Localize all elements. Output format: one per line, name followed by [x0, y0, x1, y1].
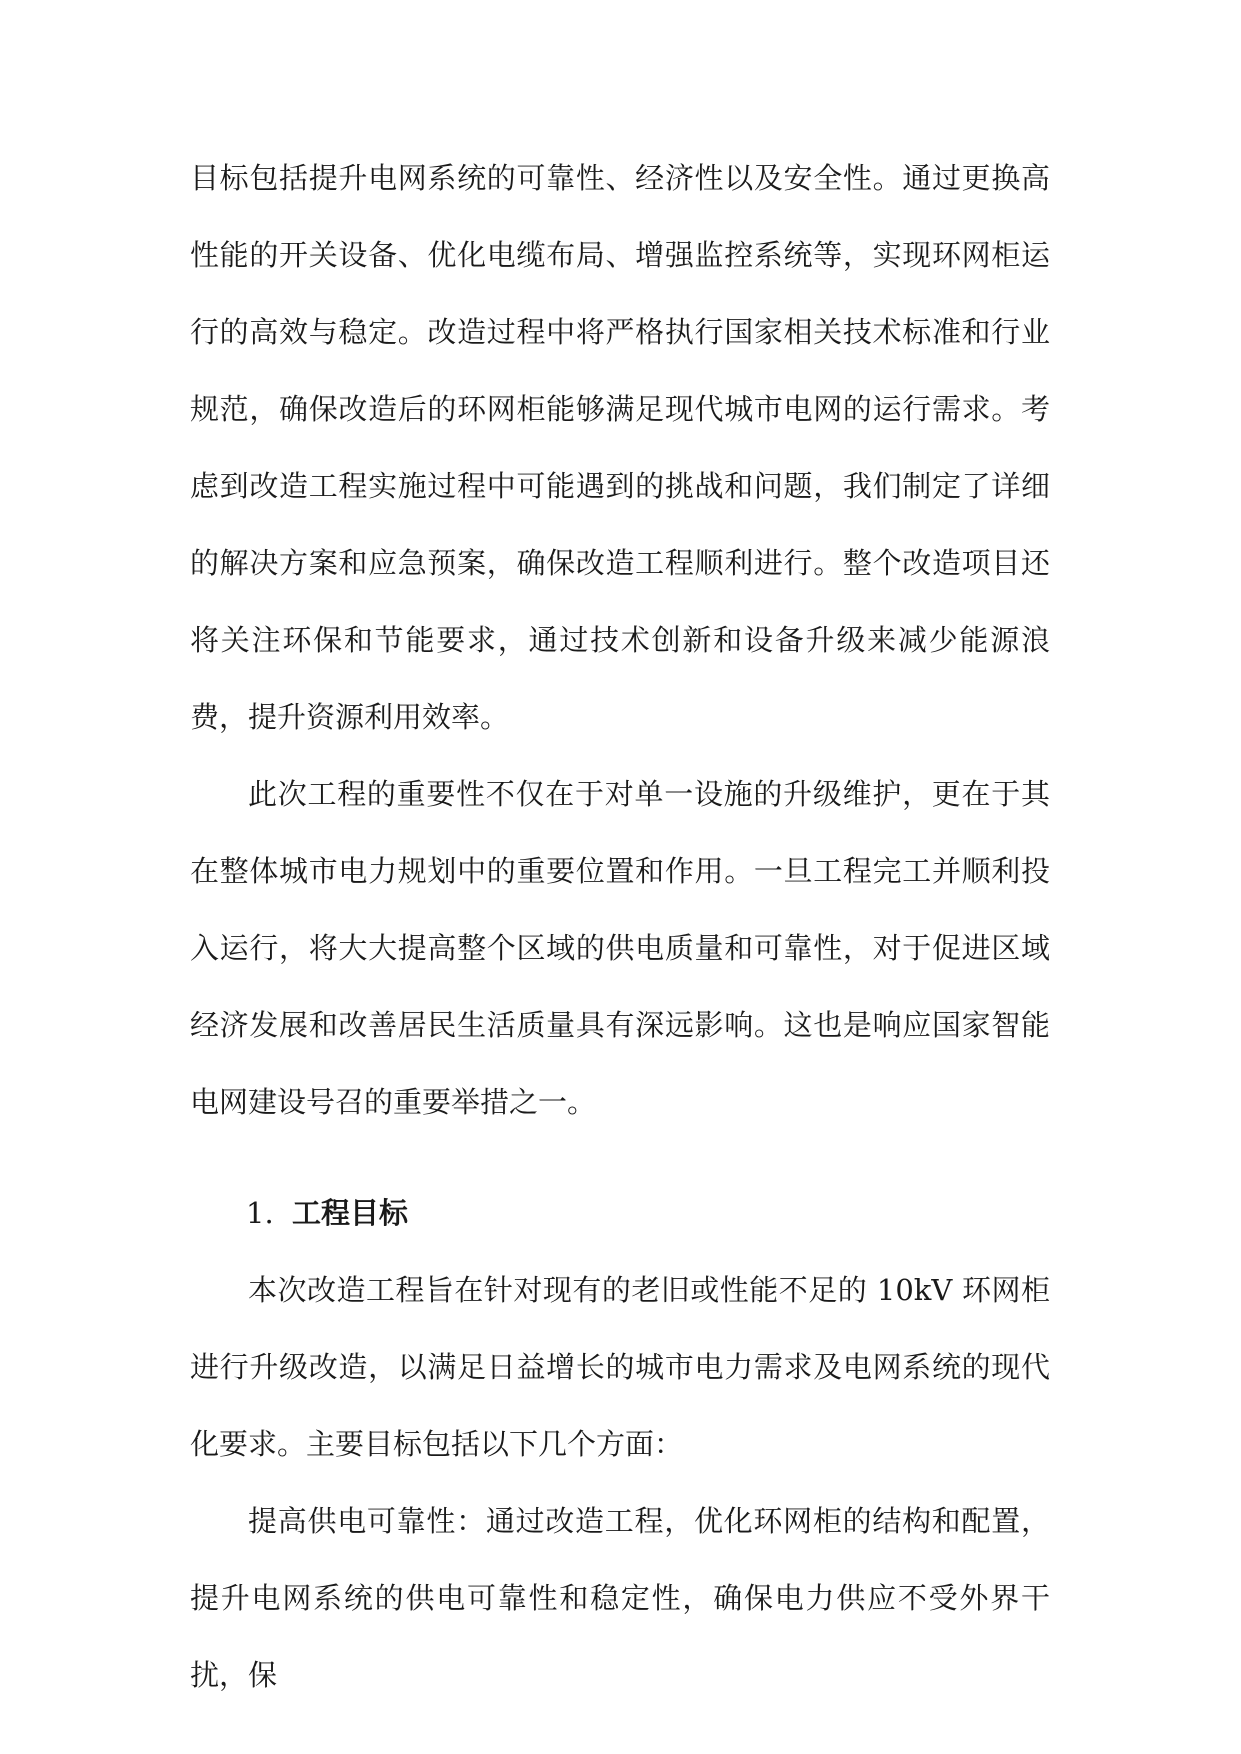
paragraph-continuation: 目标包括提升电网系统的可靠性、经济性以及安全性。通过更换高性能的开关设备、优化电缆布局、增强监控系统等，实现环网柜运行的高效与稳定。改造过程中将严格执行国家相关技术标准和行业规范，确保改造后的环网柜能够满足现代城市电网的运行需求。考虑到改造工程实施过程中可能遇到的挑战和问题，我们制定了详细的解决方案和应急预案，确保改造工程顺利进行。整个改造项目还将关注环保和节能要求，通过技术创新和设备升级来减少能源浪费，提升资源利用效率。	[190, 161, 1050, 734]
section-title: 工程目标	[292, 1196, 409, 1230]
paragraph-importance: 此次工程的重要性不仅在于对单一设施的升级维护，更在于其在整体城市电力规划中的重要位置和作用。一旦工程完工并顺利投入运行，将大大提高整个区域的供电质量和可靠性，对于促进区域经济发展和改善居民生活质量具有深远影响。这也是响应国家智能电网建设号召的重要举措之一。	[190, 777, 1050, 1119]
paragraph-goals-intro: 本次改造工程旨在针对现有的老旧或性能不足的 10kV 环网柜进行升级改造，以满足日益增长的城市电力需求及电网系统的现代化要求。主要目标包括以下几个方面：	[190, 1273, 1050, 1461]
section-heading	[190, 1175, 1050, 1252]
document-body	[190, 140, 1050, 1714]
section-number: 1.	[246, 1196, 274, 1230]
paragraph-reliability: 提高供电可靠性：通过改造工程，优化环网柜的结构和配置，提升电网系统的供电可靠性和稳定性，确保电力供应不受外界干扰，保	[190, 1504, 1050, 1692]
